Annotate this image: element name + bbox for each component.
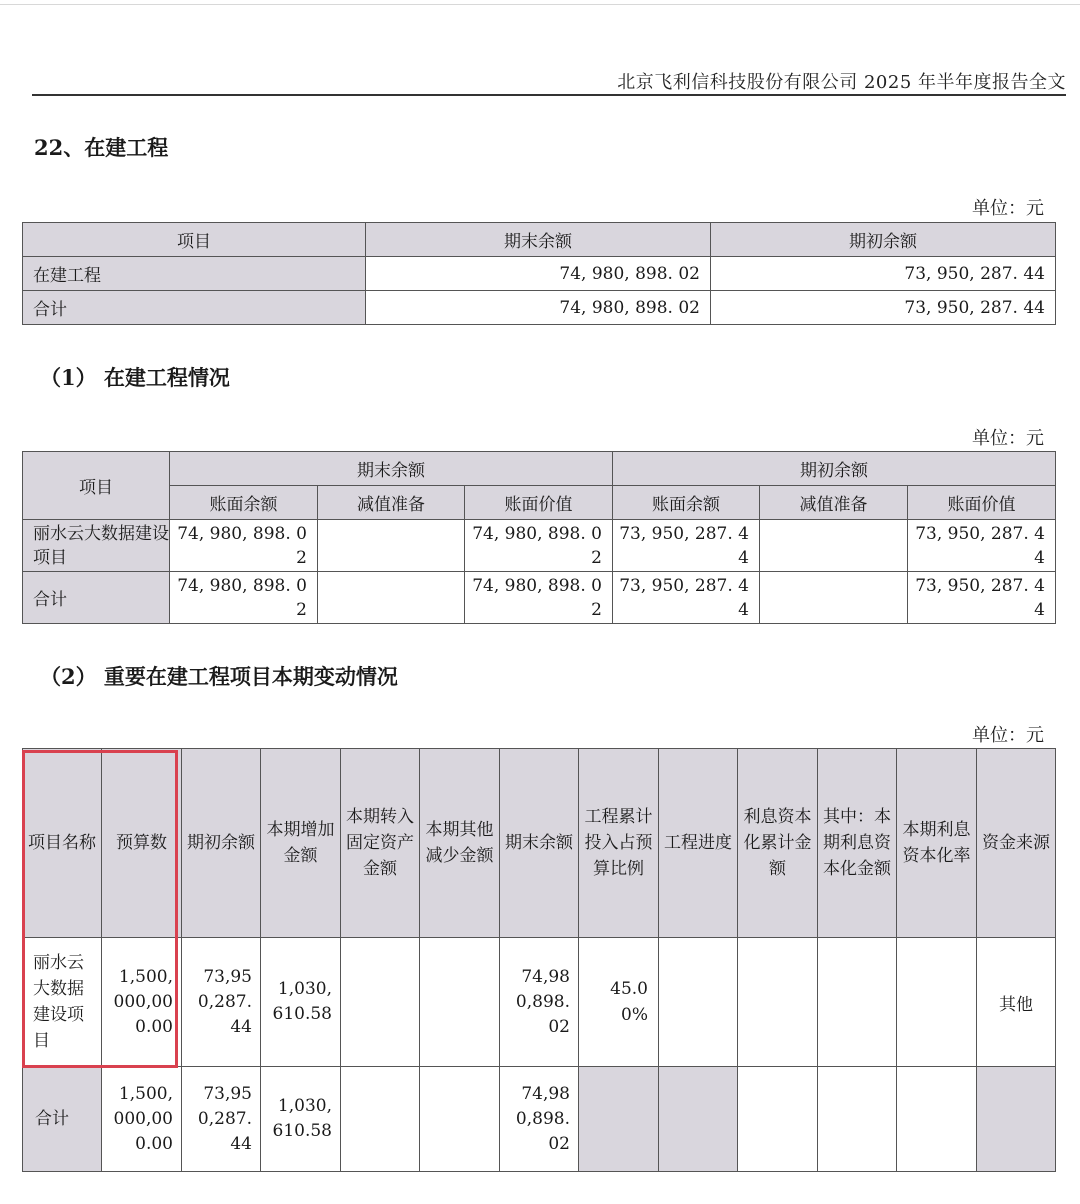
total-label: 合计 <box>23 1067 102 1172</box>
value-cell <box>318 572 465 624</box>
subsection-title: （1） 在建工程情况 <box>40 365 230 390</box>
col-fund-source: 资金来源 <box>977 749 1056 938</box>
col-budget-ratio: 工程累计投入占预算比例 <box>579 749 659 938</box>
major-project-changes-table <box>22 748 1056 1172</box>
ratio-value: 45.00% <box>579 938 659 1067</box>
end-value: 74,980,898.02 <box>500 938 579 1067</box>
col-begin-balance: 期初余额 <box>711 223 1056 257</box>
begin-value: 73,950,287.44 <box>182 1067 261 1172</box>
value-cell: 73, 950, 287. 44 <box>613 520 760 572</box>
value-cell: 73, 950, 287. 44 <box>908 520 1056 572</box>
unit-label: 单位：元 <box>972 725 1044 746</box>
value-cell: 74, 980, 898. 02 <box>170 520 318 572</box>
budget-value: 1,500,000,000.00 <box>102 1067 182 1172</box>
unit-label: 单位：元 <box>972 198 1044 219</box>
begin-value: 73,950,287.44 <box>182 938 261 1067</box>
table-row <box>23 291 1056 325</box>
project-name: 丽水云大数据建设项目 <box>23 938 102 1067</box>
col-item: 项目 <box>23 223 366 257</box>
table-row <box>23 257 1056 291</box>
table-total-row <box>23 1067 1056 1172</box>
empty-cell <box>341 1067 420 1172</box>
row-item: 合计 <box>23 291 366 325</box>
begin-balance: 73, 950, 287. 44 <box>711 291 1056 325</box>
empty-cell <box>420 1067 500 1172</box>
col-progress: 工程进度 <box>659 749 738 938</box>
value-cell: 73, 950, 287. 44 <box>908 572 1056 624</box>
value-cell: 74, 980, 898. 02 <box>170 572 318 624</box>
col-other-decrease: 本期其他减少金额 <box>420 749 500 938</box>
begin-balance: 73, 950, 287. 44 <box>711 257 1056 291</box>
increase-value: 1,030,610.58 <box>261 1067 341 1172</box>
group-begin-balance: 期初余额 <box>613 452 1056 486</box>
fund-source-value: 其他 <box>977 938 1056 1067</box>
empty-cell <box>897 1067 977 1172</box>
value-cell <box>760 572 908 624</box>
subsection-title: （2） 重要在建工程项目本期变动情况 <box>40 664 398 689</box>
col-item: 项目 <box>23 452 170 520</box>
empty-cell <box>341 938 420 1067</box>
end-balance: 74, 980, 898. 02 <box>366 257 711 291</box>
end-value: 74,980,898.02 <box>500 1067 579 1172</box>
empty-cell <box>579 1067 659 1172</box>
empty-cell <box>897 938 977 1067</box>
row-item: 合计 <box>23 572 170 624</box>
subcol-book-balance: 账面余额 <box>170 486 318 520</box>
col-transfer-fixed-assets: 本期转入固定资产金额 <box>341 749 420 938</box>
construction-summary-table <box>22 222 1056 325</box>
row-item: 丽水云大数据建设项目 <box>23 520 170 572</box>
value-cell <box>318 520 465 572</box>
section-title: 22、在建工程 <box>34 135 169 160</box>
table-row <box>23 572 1056 624</box>
empty-cell <box>977 1067 1056 1172</box>
col-interest-cap-total: 利息资本化累计金额 <box>738 749 818 938</box>
col-begin-balance: 期初余额 <box>182 749 261 938</box>
col-end-balance: 期末余额 <box>500 749 579 938</box>
value-cell: 74, 980, 898. 02 <box>465 572 613 624</box>
col-interest-cap-rate: 本期利息资本化率 <box>897 749 977 938</box>
col-interest-cap-period: 其中：本期利息资本化金额 <box>818 749 897 938</box>
construction-detail-table <box>22 451 1056 624</box>
empty-cell <box>818 938 897 1067</box>
table-header-row <box>23 223 1056 257</box>
group-end-balance: 期末余额 <box>170 452 613 486</box>
subcol-book-balance: 账面余额 <box>613 486 760 520</box>
top-border <box>0 4 1080 5</box>
unit-label: 单位：元 <box>972 428 1044 449</box>
col-project-name: 项目名称 <box>23 749 102 938</box>
increase-value: 1,030,610.58 <box>261 938 341 1067</box>
row-item: 在建工程 <box>23 257 366 291</box>
empty-cell <box>738 1067 818 1172</box>
table-row <box>23 938 1056 1067</box>
subcol-book-value: 账面价值 <box>908 486 1056 520</box>
col-end-balance: 期末余额 <box>366 223 711 257</box>
value-cell: 74, 980, 898. 02 <box>465 520 613 572</box>
table-row <box>23 520 1056 572</box>
col-increase: 本期增加金额 <box>261 749 341 938</box>
empty-cell <box>659 938 738 1067</box>
budget-value: 1,500,000,000.00 <box>102 938 182 1067</box>
subcol-book-value: 账面价值 <box>465 486 613 520</box>
value-cell <box>760 520 908 572</box>
table-subheader-row <box>23 486 1056 520</box>
empty-cell <box>818 1067 897 1172</box>
empty-cell <box>738 938 818 1067</box>
table-header-row <box>23 749 1056 938</box>
subcol-impairment: 减值准备 <box>760 486 908 520</box>
end-balance: 74, 980, 898. 02 <box>366 291 711 325</box>
col-budget: 预算数 <box>102 749 182 938</box>
empty-cell <box>420 938 500 1067</box>
value-cell: 73, 950, 287. 44 <box>613 572 760 624</box>
subcol-impairment: 减值准备 <box>318 486 465 520</box>
page-header: 北京飞利信科技股份有限公司 2025 年半年度报告全文 <box>617 72 1066 93</box>
empty-cell <box>659 1067 738 1172</box>
table-header-row <box>23 452 1056 486</box>
header-rule <box>32 94 1066 96</box>
